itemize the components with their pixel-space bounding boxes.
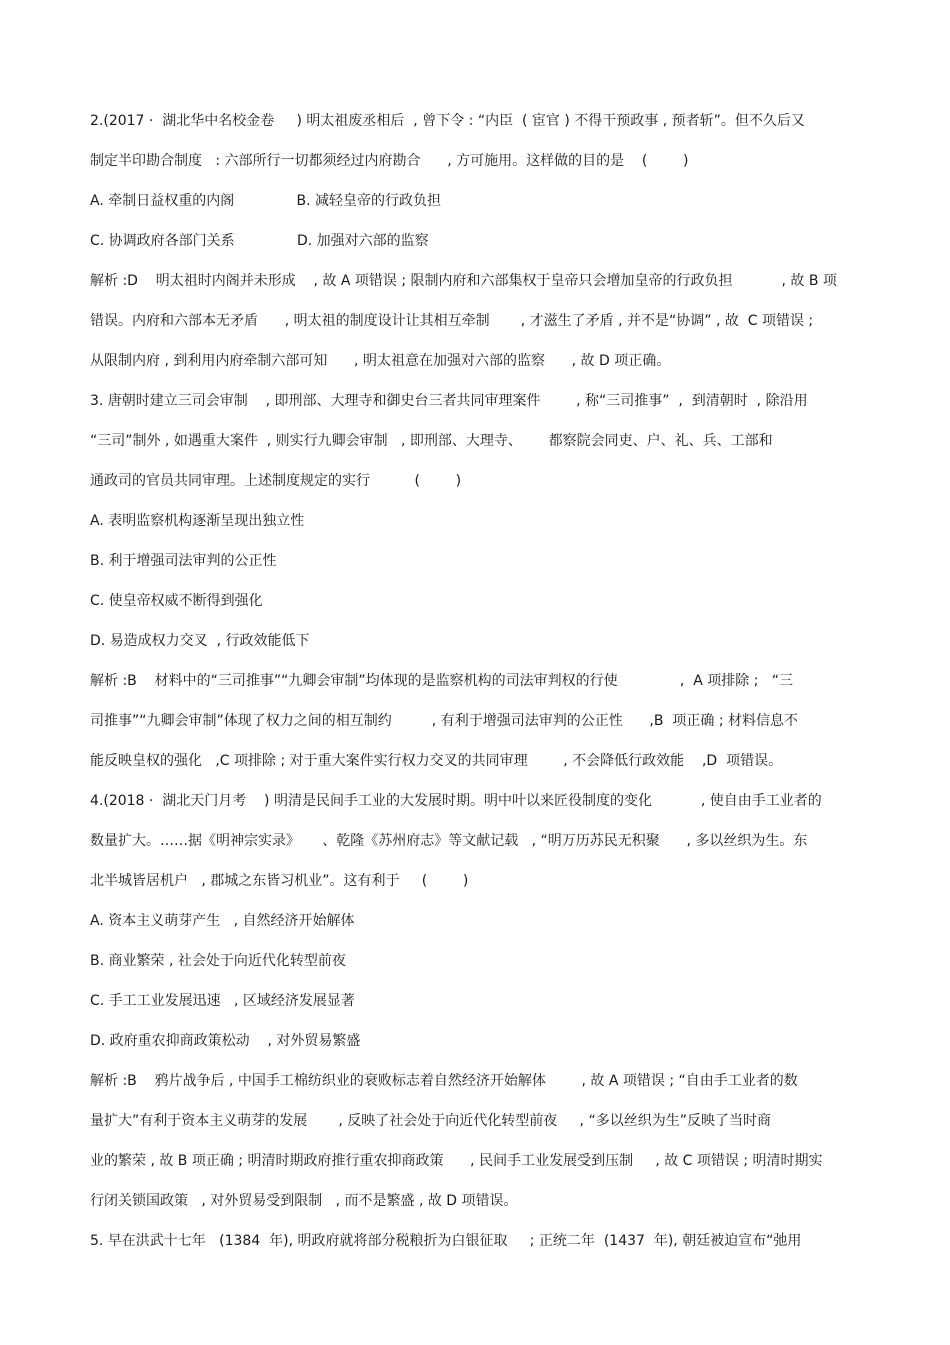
question-3-option-b: B. 利于增强司法审判的公正性 xyxy=(90,553,277,569)
question-3-analysis-line-1: 解析 :B 材料中的“三司推事”“九卿会审制”均体现的是监察机构的司法审判权的行使 , A 项排除 ; “三 xyxy=(90,673,794,689)
question-2-options-cd: C. 协调政府各部门关系 D. 加强对六部的监察 xyxy=(90,233,429,249)
question-4-analysis-line-2: 量扩大”有利于资本主义萌芽的发展 , 反映了社会处于向近代化转型前夜 , “多以丝织为生”反映了当时商 xyxy=(90,1113,771,1129)
question-4-option-b: B. 商业繁荣 , 社会处于向近代化转型前夜 xyxy=(90,953,346,969)
question-3-option-a: A. 表明监察机构逐渐呈现出独立性 xyxy=(90,513,305,529)
question-4-option-c: C. 手工工业发展迅速 , 区域经济发展显著 xyxy=(90,993,355,1009)
question-3-analysis-line-2: 司推事”“九卿会审制”体现了权力之间的相互制约 , 有利于增强司法审判的公正性 ,B 项正确 ; 材料信息不 xyxy=(90,713,798,729)
question-2-analysis-line-2: 错误。内府和六部本无矛盾 , 明太祖的制度设计让其相互牵制 , 才滋生了矛盾 , 并不是“协调” , 故 C 项错误 ; xyxy=(90,313,814,329)
question-4-stem-line-2: 数量扩大。……据《明神宗实录》 、乾隆《苏州府志》等文献记载 , “明万历苏民无积聚 , 多以丝织为生。东 xyxy=(90,833,808,849)
question-4-stem-line-3: 北半城皆居机户 , 郡城之东皆习机业”。这有利于 ( ) xyxy=(90,873,469,889)
question-5-stem-line-1: 5. 早在洪武十七年 (1384 年), 明政府就将部分税粮折为白银征取 ; 正统二年 (1437 年), 朝廷被迫宣布“弛用 xyxy=(90,1233,802,1249)
question-4-analysis-line-1: 解析 :B 鸦片战争后 , 中国手工棉纺织业的衰败标志着自然经济开始解体 , 故 A 项错误 ; “自由手工业者的数 xyxy=(90,1073,798,1089)
question-4-stem-line-1: 4.(2018 · 湖北天门月考 ) 明清是民间手工业的大发展时期。明中叶以来匠役制度的变化 , 使自由手工业者的 xyxy=(90,793,822,809)
question-4-option-a: A. 资本主义萌芽产生 , 自然经济开始解体 xyxy=(90,913,355,929)
question-4-option-d: D. 政府重农抑商政策松动 , 对外贸易繁盛 xyxy=(90,1033,361,1049)
question-4-analysis-line-4: 行闭关锁国政策 , 对外贸易受到限制 , 而不是繁盛 , 故 D 项错误。 xyxy=(90,1193,518,1209)
question-2-stem-line-1: 2.(2017 · 湖北华中名校金卷 ) 明太祖废丞相后 , 曾下令 : “内臣 ( 宦官 ) 不得干预政事 , 预者斩”。但不久后又 xyxy=(90,113,805,129)
question-2-options-ab: A. 牵制日益权重的内阁 B. 减轻皇帝的行政负担 xyxy=(90,193,442,209)
question-3-analysis-line-3: 能反映皇权的强化 ,C 项排除 ; 对于重大案件实行权力交叉的共同审理 , 不会降低行政效能 ,D 项错误。 xyxy=(90,753,783,769)
question-3-stem-line-2: “三司”制外 , 如遇重大案件 , 则实行九卿会审制 , 即刑部、大理寺、 都察院会同吏、户、礼、兵、工部和 xyxy=(90,433,773,449)
question-3-option-c: C. 使皇帝权威不断得到强化 xyxy=(90,593,263,609)
question-3-option-d: D. 易造成权力交叉 , 行政效能低下 xyxy=(90,633,310,649)
question-4-analysis-line-3: 业的繁荣 , 故 B 项正确 ; 明清时期政府推行重农抑商政策 , 民间手工业发展受到压制 , 故 C 项错误 ; 明清时期实 xyxy=(90,1153,823,1169)
question-3-stem-line-3: 通政司的官员共同审理。上述制度规定的实行 ( ) xyxy=(90,473,462,489)
question-2-stem-line-2: 制定半印勘合制度 : 六部所行一切都须经过内府勘合 , 方可施用。这样做的目的是 ( ) xyxy=(90,153,689,169)
question-2-analysis-line-3: 从限制内府 , 到利用内府牵制六部可知 , 明太祖意在加强对六部的监察 , 故 D 项正确。 xyxy=(90,353,671,369)
question-3-stem-line-1: 3. 唐朝时建立三司会审制 , 即刑部、大理寺和御史台三者共同审理案件 , 称“三司推事” , 到清朝时 , 除沿用 xyxy=(90,393,808,409)
question-2-analysis-line-1: 解析 :D 明太祖时内阁并未形成 , 故 A 项错误 ; 限制内府和六部集权于皇帝只会增加皇帝的行政负担 , 故 B 项 xyxy=(90,273,837,289)
